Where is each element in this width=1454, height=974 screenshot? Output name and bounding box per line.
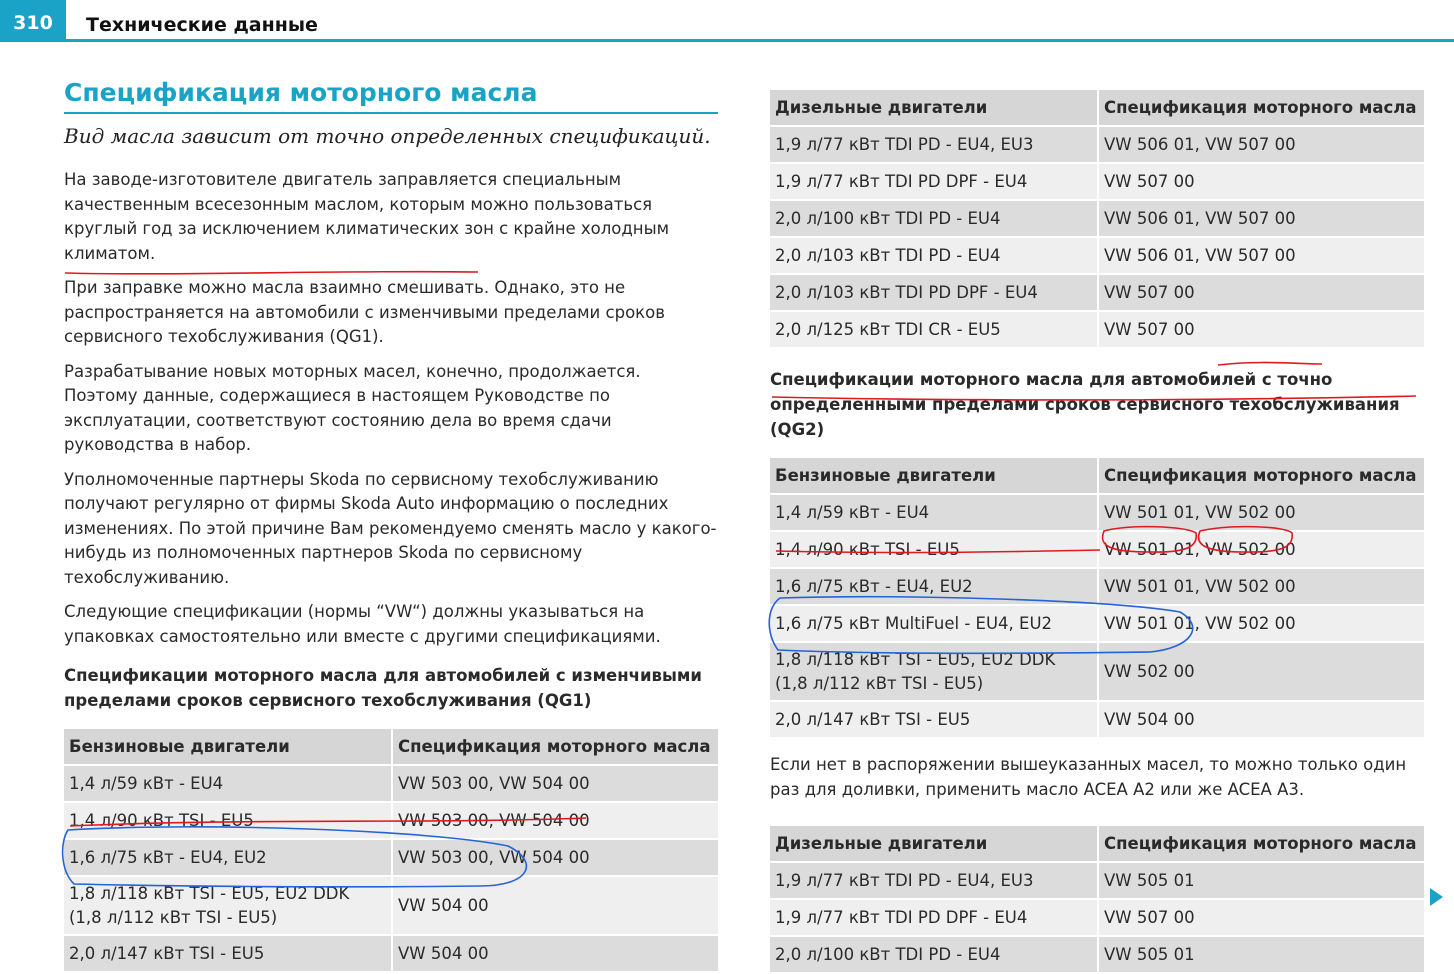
spec-cell: VW 501 01, VW 502 00 [1098,568,1424,605]
column-header: Дизельные двигатели [770,90,1098,126]
engine-line: (1,8 л/112 кВт TSI - EU5) [69,907,278,927]
left-column [64,78,718,973]
table-row [770,936,1424,973]
engine-cell: 1,9 л/77 кВт TDI PD - EU4, EU3 [770,126,1098,163]
spec-cell: VW 506 01, VW 507 00 [1098,126,1424,163]
spec-cell: VW 504 00 [392,876,718,935]
spec-cell: VW 501 01, VW 502 00 [1098,494,1424,531]
column-header: Спецификация моторного масла [1098,826,1424,862]
paragraph: Разрабатывание новых моторных масел, конечно, продолжается. Поэтому данные, содержащиеся в настоящем Руководстве по эксплуатации, соответствуют состоянию дела во время сдачи руководства в набор. [64,361,641,454]
section-title: Спецификация моторного масла [64,78,718,114]
table-row [770,899,1424,936]
engine-cell: 2,0 л/125 кВт TDI CR - EU5 [770,311,1098,348]
qg2-caption: Спецификации моторного масла для автомобилей с точно определенными пределами сроков сервисного техобслуживания (QG2) [770,370,1400,439]
table-row [64,802,718,839]
qg1-petrol-table [64,729,718,973]
spec-cell: VW 505 01 [1098,936,1424,973]
engine-cell: 1,6 л/75 кВт MultiFuel - EU4, EU2 [770,605,1098,642]
table-header-row [770,826,1424,862]
qg1-diesel-table [770,90,1424,349]
table-row [64,935,718,972]
column-header: Дизельные двигатели [770,826,1098,862]
header-rule [66,39,1454,42]
spec-cell: VW 507 00 [1098,274,1424,311]
table-header-row [770,458,1424,494]
spec-cell: VW 507 00 [1098,899,1424,936]
table-row [770,531,1424,568]
table-row [770,701,1424,738]
spec-cell: VW 505 01 [1098,862,1424,899]
qg1-caption: Спецификации моторного масла для автомобилей с изменчивыми пределами сроков сервисного техобслуживания (QG1) [64,666,702,710]
table-row [770,568,1424,605]
table-row [64,876,718,935]
header-title: Технические данные [86,14,318,36]
paragraph: При заправке можно масла взаимно смешивать. Однако, это не распространяется на автомобили с изменчивыми пределами сроков сервисного техобслуживания (QG1). [64,278,665,346]
spec-cell: VW 502 00 [1098,642,1424,701]
page-number: 310 [0,0,66,42]
spec-cell: VW 507 00 [1098,311,1424,348]
spec-cell: VW 507 00 [1098,163,1424,200]
engine-line: 1,8 л/118 кВт TSI - EU5, EU2 DDK [775,649,1056,669]
table-header-row [64,729,718,765]
qg2-diesel-table [770,826,1424,974]
engine-line: 1,8 л/118 кВт TSI - EU5, EU2 DDK [69,883,350,903]
spec-cell: VW 506 01, VW 507 00 [1098,200,1424,237]
engine-cell: 2,0 л/100 кВт TDI PD - EU4 [770,200,1098,237]
engine-cell: 1,6 л/75 кВт - EU4, EU2 [64,839,392,876]
column-header: Спецификация моторного масла [392,729,718,765]
table-row [770,274,1424,311]
engine-cell: 2,0 л/147 кВт TSI - EU5 [770,701,1098,738]
engine-cell: 1,9 л/77 кВт TDI PD - EU4, EU3 [770,862,1098,899]
table-row [770,642,1424,701]
table-row [64,765,718,802]
spec-cell: VW 504 00 [392,935,718,972]
engine-line: (1,8 л/112 кВт TSI - EU5) [775,673,984,693]
table-row [770,605,1424,642]
spec-cell: VW 503 00, VW 504 00 [392,765,718,802]
table-row [770,237,1424,274]
table-row [770,200,1424,237]
acea-note: Если нет в распоряжении вышеуказанных масел, то можно только один раз для доливки, применить масло ACEA A2 или же ACEA A3. [770,755,1407,799]
engine-cell: 2,0 л/103 кВт TDI PD - EU4 [770,237,1098,274]
table-row [770,126,1424,163]
engine-cell: 1,4 л/90 кВт TSI - EU5 [770,531,1098,568]
table-row [770,494,1424,531]
spec-cell: VW 501 01, VW 502 00 [1098,531,1424,568]
column-header: Спецификация моторного масла [1098,458,1424,494]
engine-cell: 1,4 л/59 кВт - EU4 [770,494,1098,531]
spec-cell: VW 501 01, VW 502 00 [1098,605,1424,642]
spec-cell: VW 504 00 [1098,701,1424,738]
engine-cell: 1,6 л/75 кВт - EU4, EU2 [770,568,1098,605]
engine-cell: 1,4 л/90 кВт TSI - EU5 [64,802,392,839]
column-header: Бензиновые двигатели [64,729,392,765]
paragraph: На заводе-изготовителе двигатель заправляется специальным качественным всесезонным маслом, которым можно пользоваться круглый год за исключением климатических зон с крайне холодным климатом. [64,170,670,263]
engine-cell: 2,0 л/147 кВт TSI - EU5 [64,935,392,972]
engine-cell: 2,0 л/100 кВт TDI PD - EU4 [770,936,1098,973]
right-column [770,90,1424,974]
triangle-right-icon[interactable] [1430,888,1443,906]
table-row [770,163,1424,200]
paragraph: Следующие спецификации (нормы “VW“) должны указываться на упаковках самостоятельно или вместе с другими спецификациями. [64,602,661,646]
column-header: Спецификация моторного масла [1098,90,1424,126]
qg2-petrol-table [770,458,1424,739]
engine-cell: 2,0 л/103 кВт TDI PD DPF - EU4 [770,274,1098,311]
engine-cell [64,876,392,935]
table-row [770,862,1424,899]
table-row [64,839,718,876]
spec-cell: VW 506 01, VW 507 00 [1098,237,1424,274]
engine-cell: 1,9 л/77 кВт TDI PD DPF - EU4 [770,899,1098,936]
spec-cell: VW 503 00, VW 504 00 [392,802,718,839]
paragraph: Уполномоченные партнеры Skoda по сервисному техобслуживанию получают регулярно от фирмы Skoda Auto информацию о последних изменениях. По этой причине Вам рекомендуемо сменять масло у какого-нибудь из полномоченных партнеров Skoda по сервисному техобслуживанию. [64,469,717,587]
spec-cell: VW 503 00, VW 504 00 [392,839,718,876]
engine-cell [770,642,1098,701]
engine-cell: 1,9 л/77 кВт TDI PD DPF - EU4 [770,163,1098,200]
table-header-row [770,90,1424,126]
column-header: Бензиновые двигатели [770,458,1098,494]
table-row [770,311,1424,348]
engine-cell: 1,4 л/59 кВт - EU4 [64,765,392,802]
section-subtitle: Вид масла зависит от точно определенных спецификаций. [64,124,711,148]
